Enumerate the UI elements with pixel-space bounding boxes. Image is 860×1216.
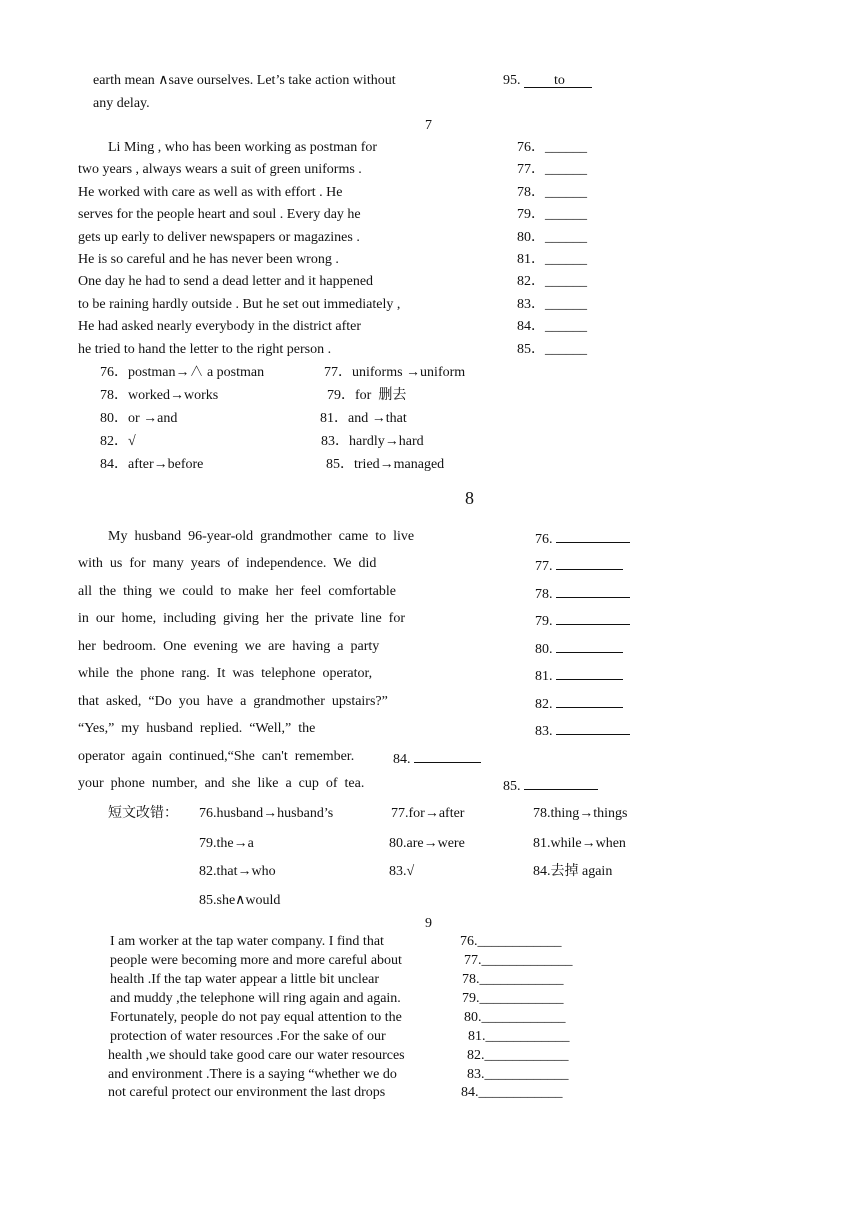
answers-label: 短文改错： (108, 806, 178, 821)
top-answer-num: 95. (503, 73, 521, 88)
passage-line: gets up early to deliver newspapers or magazines . (78, 230, 360, 245)
passage-line: One day he had to send a dead letter and it happened (78, 274, 374, 289)
answer-key: 78.thing→things (533, 806, 628, 821)
top-answer-word: to (524, 74, 592, 88)
answer-blank[interactable]: 80.____________ (464, 1010, 566, 1025)
answer-blank[interactable]: 81．______ (517, 252, 587, 267)
answer-key: 76．postman→∧ a postman (100, 365, 265, 380)
blank-line[interactable] (556, 530, 630, 543)
answer-blank[interactable]: 82．______ (517, 274, 587, 289)
passage-line: serves for the people heart and soul . Every day he (78, 207, 361, 222)
answer-blank[interactable]: 80．______ (517, 230, 587, 245)
answer-blank[interactable]: 82.____________ (467, 1048, 569, 1063)
answer-blank[interactable] (503, 777, 598, 794)
blank-number: 85. (503, 779, 521, 794)
answer-key: 80.are→were (389, 836, 465, 851)
blank-number: 80. (535, 642, 553, 657)
passage-line: with us for many years of independence. We did (78, 556, 377, 571)
answer-key: 79．for 删去 (327, 388, 407, 403)
answer-blank[interactable]: 85．______ (517, 342, 587, 357)
answer-key: 83.√ (389, 864, 415, 879)
answer-key: 84.去掉 again (533, 864, 613, 879)
passage-line: My husband 96-year-old grandmother came to live (108, 529, 415, 544)
answer-key: 76.husband→husband’s (199, 806, 334, 821)
passage-line: not careful protect our environment the last drops (108, 1085, 386, 1100)
section-9-number: 9 (425, 916, 432, 931)
passage-line: your phone number, and she like a cup of tea. (78, 776, 365, 791)
answer-blank[interactable]: 83．______ (517, 297, 587, 312)
answer-blank[interactable]: 76．______ (517, 140, 587, 155)
blank-number: 82. (535, 697, 553, 712)
answer-key: 78．worked→works (100, 388, 219, 403)
answer-blank[interactable] (535, 585, 630, 602)
answer-blank[interactable] (535, 557, 623, 574)
blank-line[interactable] (556, 667, 623, 680)
passage-line: and muddy ,the telephone will ring again and again. (110, 991, 401, 1006)
passage-line: Fortunately, people do not pay equal attention to the (110, 1010, 402, 1025)
blank-line[interactable] (556, 640, 623, 653)
passage-line: and environment .There is a saying “whether we do (108, 1067, 397, 1082)
blank-number: 79. (535, 614, 553, 629)
passage-line: “Yes,” my husband replied. “Well,” the (78, 721, 316, 736)
blank-number: 83. (535, 724, 553, 739)
answer-blank[interactable] (535, 722, 630, 739)
blank-number: 84. (393, 752, 411, 767)
blank-line[interactable] (556, 557, 623, 570)
answer-key: 81.while→when (533, 836, 626, 851)
answer-blank[interactable] (535, 695, 623, 712)
answer-blank[interactable]: 84.____________ (461, 1085, 563, 1100)
blank-number: 81. (535, 669, 553, 684)
top-line-2: any delay. (93, 96, 150, 111)
passage-line: he tried to hand the letter to the right person . (78, 342, 332, 357)
answer-blank[interactable]: 81.____________ (468, 1029, 570, 1044)
passage-line: operator again continued,“She can't remember. (78, 749, 355, 764)
section-8-number: 8 (465, 488, 474, 508)
passage-line: her bedroom. One evening we are having a party (78, 639, 380, 654)
passage-line: health ,we should take good care our water resources (108, 1048, 405, 1063)
answer-key: 80．or →and (100, 411, 178, 426)
answer-blank[interactable]: 78.____________ (462, 972, 564, 987)
passage-line: health .If the tap water appear a little bit unclear (110, 972, 379, 987)
answer-blank[interactable] (393, 750, 481, 767)
answer-blank[interactable] (535, 667, 623, 684)
answer-blank[interactable]: 77．______ (517, 162, 587, 177)
answer-blank[interactable] (535, 530, 630, 547)
passage-line: I am worker at the tap water company. I find that (110, 934, 384, 949)
blank-number: 76. (535, 532, 553, 547)
blank-line[interactable] (414, 750, 481, 763)
answer-key: 77.for→after (391, 806, 465, 821)
top-line-1: earth mean ∧save ourselves. Let’s take action without (93, 73, 396, 88)
passage-line: that asked, “Do you have a grandmother upstairs?” (78, 694, 388, 709)
passage-line: to be raining hardly outside . But he set out immediately , (78, 297, 401, 312)
answer-key: 83．hardly→hard (321, 434, 424, 449)
passage-line: Li Ming , who has been working as postman for (108, 140, 378, 155)
answer-key: 85．tried→managed (326, 457, 445, 472)
answer-blank[interactable]: 79．______ (517, 207, 587, 222)
answer-blank[interactable]: 76.____________ (460, 934, 562, 949)
answer-key: 82．√ (100, 434, 136, 449)
blank-line[interactable] (556, 585, 630, 598)
passage-line: people were becoming more and more careful about (110, 953, 402, 968)
answer-blank[interactable]: 77._____________ (464, 953, 573, 968)
passage-line: two years , always wears a suit of green uniforms . (78, 162, 362, 177)
blank-line[interactable] (556, 722, 630, 735)
answer-key: 82.that→who (199, 864, 276, 879)
passage-line: He is so careful and he has never been wrong . (78, 252, 339, 267)
blank-number: 77. (535, 559, 553, 574)
blank-line[interactable] (556, 695, 623, 708)
passage-line: He had asked nearly everybody in the district after (78, 319, 362, 334)
answer-blank[interactable] (535, 640, 623, 657)
passage-line: while the phone rang. It was telephone operator, (78, 666, 373, 681)
answer-blank[interactable]: 78．______ (517, 185, 587, 200)
passage-line: in our home, including giving her the private line for (78, 611, 405, 626)
answer-blank[interactable]: 79.____________ (462, 991, 564, 1006)
answer-key: 85.she∧would (199, 893, 281, 908)
answer-blank[interactable]: 84．______ (517, 319, 587, 334)
passage-line: protection of water resources .For the sake of our (110, 1029, 386, 1044)
passage-line: all the thing we could to make her feel comfortable (78, 584, 397, 599)
answer-key: 81．and →that (320, 411, 407, 426)
answer-key: 84．after→before (100, 457, 204, 472)
passage-line: He worked with care as well as with effort . He (78, 185, 343, 200)
blank-line[interactable] (556, 612, 630, 625)
blank-line[interactable] (524, 777, 598, 790)
answer-blank[interactable] (535, 612, 630, 629)
answer-blank[interactable]: 83.____________ (467, 1067, 569, 1082)
answer-key: 79.the→a (199, 836, 254, 851)
section-7-number: 7 (425, 118, 432, 133)
top-answer (503, 74, 592, 88)
blank-number: 78. (535, 587, 553, 602)
answer-key: 77．uniforms →uniform (324, 365, 466, 380)
